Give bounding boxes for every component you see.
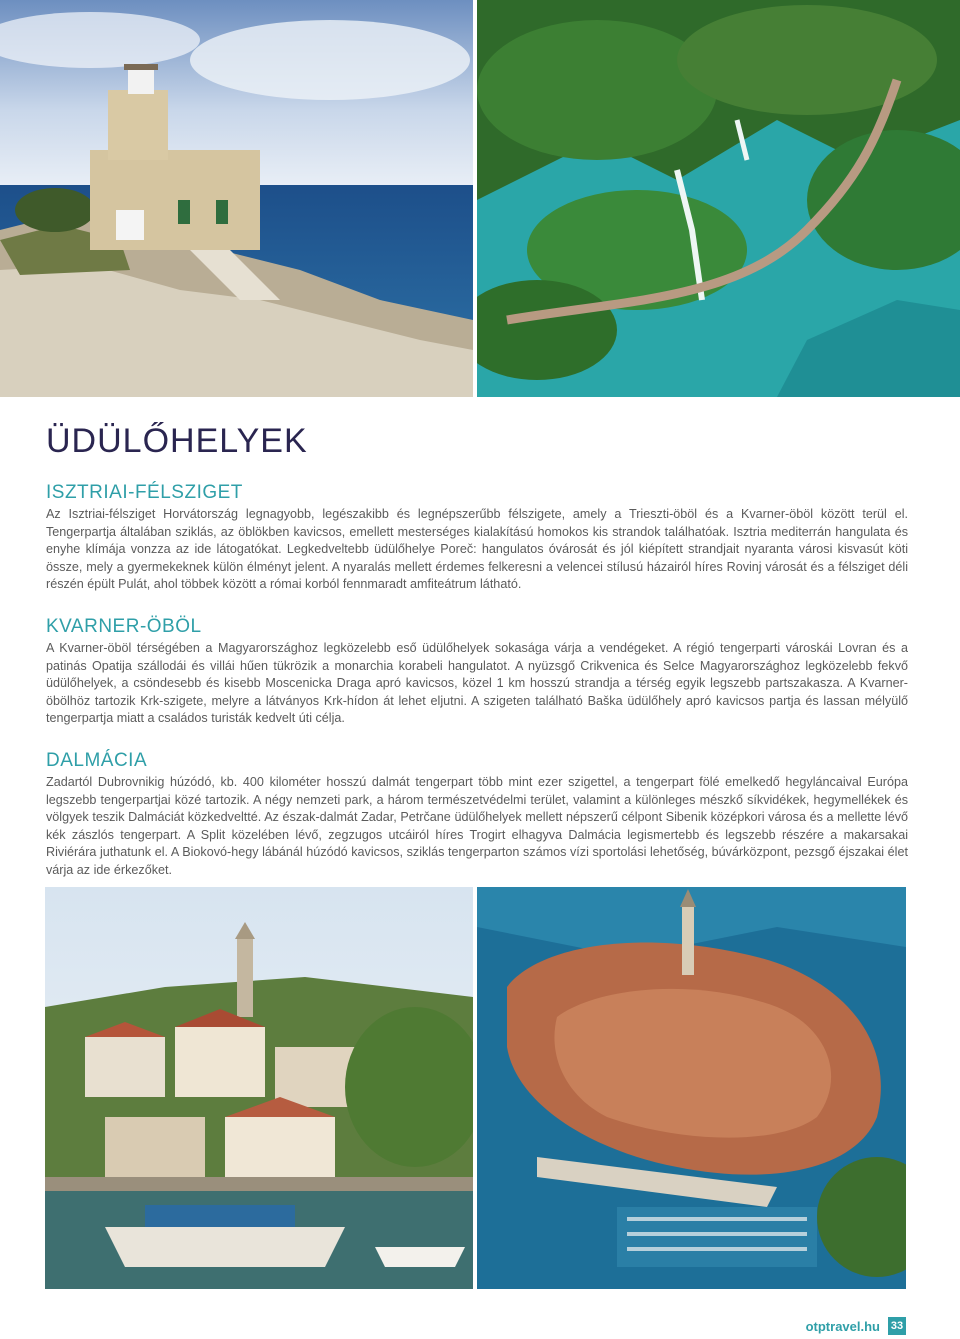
section-heading-kvarner: KVARNER-ÖBÖL [46,615,202,637]
coastal-village-photo [45,887,473,1289]
section-text-isztria: Az Isztriai-félsziget Horvátország legnagyobb, legészakibb és legnépszerűbb félszigete, amely a Trieszti-öböl és a Kvarner-öböl között terül el. Tengerpartja általában sziklás, az öblökben kavicsos, emellett mesterséges kialakítású homokos kis strandok találhatóak. Isztria mediterrán hangulata és enyhe klímája vonzza az ide látogatókat. Legkedveltebb üdülőhelye Poreč: hangulatos óvárosát és jól kiépített strandjait nyaranta városi kisvasút köti össze, mely a gyermekeknek külön élményt jelent. A nyaralás mellett érdemes felkeresni a velencei stílusú házairól híres Rovinj városát és a félsziget déli részén épült Pulát, ahol többek között a római korból fennmaradt amfiteátrum látható. [46,507,908,592]
plitvice-lakes-photo [477,0,960,397]
section-heading-dalmacia: DALMÁCIA [46,749,148,771]
section-heading-isztria: ISZTRIAI-FÉLSZIGET [46,482,243,503]
page-title: ÜDÜLŐHELYEK [46,422,308,460]
page-footer [806,1317,906,1335]
main-content [46,420,908,880]
section-text-kvarner: A Kvarner-öböl térségében a Magyarországhoz legközelebb eső üdülőhelyek sokasága várja a vendégeket. A régió tengerparti városkái Lovran és a patinás Opatija szállodái és villái hűen tükrözik a monarchia korabeli hangulatot. A nyüzsgő Crikvenica és Selce Magyarországhoz legközelebb fekvő üdülőhelyek, a csöndesebb és kisebb Moscenicka Draga apró kavicsos, közel 1 km hosszú strandja a térség egyik legszebb partszakasza. A Kvarner-öbölhöz tartozik Krk-szigete, melyre a látványos Krk-hídon át lehet eljutni. A szigeten található Baška üdülőhely apró kavicsos partja és lassan mélyülő tengerpartja miatt a családos turisták kedvelt úti célja. [46,640,908,726]
page-number-badge: 33 [888,1317,906,1335]
footer-site-link[interactable]: otptravel.hu [805,1318,880,1334]
rovinj-aerial-photo [477,887,906,1289]
section-text-dalmacia: Zadartól Dubrovnikig húzódó, kb. 400 kilométer hosszú dalmát tengerpart több mint ezer szigettel, a tengerpart fölé emelkedő hegyláncaival Európa legszebb tengerpartjai közé tartozik. A négy nemzeti park, a három természetvédelmi terület, valamint a különleges mészkő síkvidékek, hegymellékek és völgyek teszik Dalmáciát közkedveltté. Az észak-dalmát Zadar, Petrčane üdülőhelyek mellett népszerű célpont Sibenik középkori városa és a mellette lévő kék zászlós tengerpart. A Split közelében lévő, zegzugos utcáiról híres Trogirt elhagyva Dalmácia legismertebb és legszebb részére a makarsakai Riviérára juthatunk el. A Biokovó-hegy lábánál húzódó kavicsos, sziklás tengerparton számos vízi sportolási lehetőség, búvárközpont, pezsgő éjszakai élet várja az ide érkezőket. [46,774,908,877]
lighthouse-photo [0,0,473,397]
